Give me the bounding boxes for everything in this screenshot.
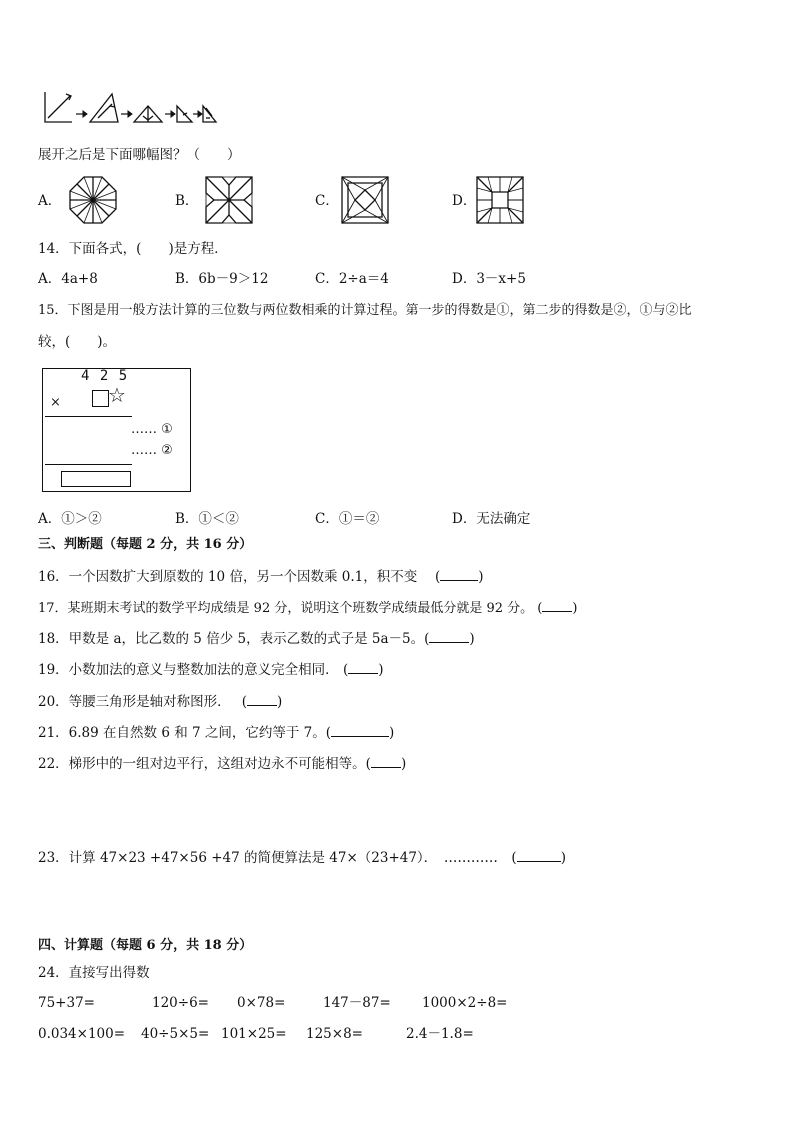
fold-step-1: [45, 92, 72, 122]
judge-item-22: 22．梯形中的一组对边平行，这组对边永不可能相等。( ): [38, 756, 407, 772]
q15-option-d: D．无法确定: [452, 511, 531, 527]
q14-option-c: C．2÷a＝4: [315, 271, 389, 287]
calc-item: 75+37=: [38, 995, 95, 1011]
answer-blank[interactable]: [542, 599, 572, 612]
q14-question: 14．下面各式，( )是方程．: [38, 241, 228, 257]
answer-blank[interactable]: [348, 661, 378, 674]
unknown-digit-box: [92, 390, 109, 407]
result-box: [61, 471, 131, 487]
q13-option-b-label: B．: [175, 193, 199, 209]
calc-item: 120÷6=: [152, 995, 209, 1011]
q15-question-line1: 15．下图是用一般方法计算的三位数与两位数相乘的计算过程。第一步的得数是①，第二步的得数是②，①与②比: [38, 303, 692, 318]
q14-option-b: B．6b－9＞12: [175, 271, 269, 287]
q13-option-a-label: A．: [38, 193, 62, 209]
square-inner-square-icon: [475, 175, 525, 225]
q15-option-a: A．①＞②: [38, 511, 102, 527]
product-line-1: [45, 416, 132, 417]
multiply-sign: ×: [50, 395, 61, 410]
calc-item: 0.034×100=: [38, 1026, 126, 1042]
q14-option-d: D．3－x+5: [452, 271, 526, 287]
q15-question-line2: 较，( )。: [38, 334, 117, 350]
arrow-4: [193, 111, 202, 117]
q24-title: 24．直接写出得数: [38, 965, 150, 981]
fold-step-2: [90, 94, 118, 122]
multiplication-figure: [42, 368, 191, 492]
calc-item: 147－87=: [323, 995, 391, 1011]
q13-question: 展开之后是下面哪幅图？（ ）: [38, 147, 241, 163]
answer-blank[interactable]: [440, 568, 478, 581]
q15-option-c: C．①＝②: [315, 511, 380, 527]
answer-blank[interactable]: [371, 755, 401, 768]
q13-option-d-label: D．: [452, 193, 477, 209]
answer-blank[interactable]: [429, 630, 469, 643]
q13-option-c-label: C．: [315, 193, 339, 209]
calc-item: 101×25=: [221, 1026, 287, 1042]
product-line-2: [45, 464, 132, 465]
section3-heading: 三、判断题（每题 2 分，共 16 分）: [38, 537, 253, 552]
judge-item-19: 19．小数加法的意义与整数加法的意义完全相同． ( ): [38, 662, 384, 678]
answer-blank[interactable]: [331, 724, 389, 737]
arrow-2: [121, 111, 132, 117]
judge-item-20: 20．等腰三角形是轴对称图形． ( ): [38, 694, 283, 710]
judge-item-16: 16．一个因数扩大到原数的 10 倍，另一个因数乘 0.1，积不变 ( ): [38, 569, 484, 585]
fold-step-5: [203, 106, 216, 122]
calc-item: 40÷5×5=: [141, 1026, 210, 1042]
arrow-3: [165, 111, 175, 117]
answer-blank[interactable]: [247, 693, 277, 706]
step2-label: …… ②: [131, 443, 173, 458]
answer-blank[interactable]: [517, 849, 561, 862]
calc-item: 1000×2÷8=: [422, 995, 508, 1011]
q15-option-b: B．①＜②: [175, 511, 239, 527]
folding-steps-figure: [40, 88, 220, 128]
judge-item-21: 21．6.89 在自然数 6 和 7 之间，它约等于 7。( ): [38, 725, 395, 741]
calc-item: 125×8=: [306, 1026, 363, 1042]
fold-step-3: [134, 106, 162, 122]
q14-option-a: A．4a+8: [38, 271, 98, 287]
section4-heading: 四、计算题（每题 6 分，共 18 分）: [38, 938, 253, 953]
multiplicand-digits: 4 2 5: [81, 368, 129, 384]
judge-item-23: 23．计算 47×23 +47×56 +47 的简便算法是 47×（23+47）． ………… ( ): [38, 850, 566, 866]
octagon-icon: [68, 175, 118, 225]
cross-square-icon: [204, 175, 254, 225]
square-diamond-icon: [340, 175, 390, 225]
calc-item: 0×78=: [237, 995, 286, 1011]
fold-step-4: [177, 106, 192, 122]
judge-item-18: 18．甲数是 a，比乙数的 5 倍少 5，表示乙数的式子是 5a－5。( ): [38, 631, 475, 647]
calc-item: 2.4－1.8=: [406, 1026, 474, 1042]
step1-label: …… ①: [131, 422, 173, 437]
star-icon: ☆: [108, 383, 126, 407]
judge-item-17: 17．某班期末考试的数学平均成绩是 92 分，说明这个班数学成绩最低分就是 92 分。 ( ): [38, 601, 578, 616]
arrow-1: [76, 111, 87, 117]
